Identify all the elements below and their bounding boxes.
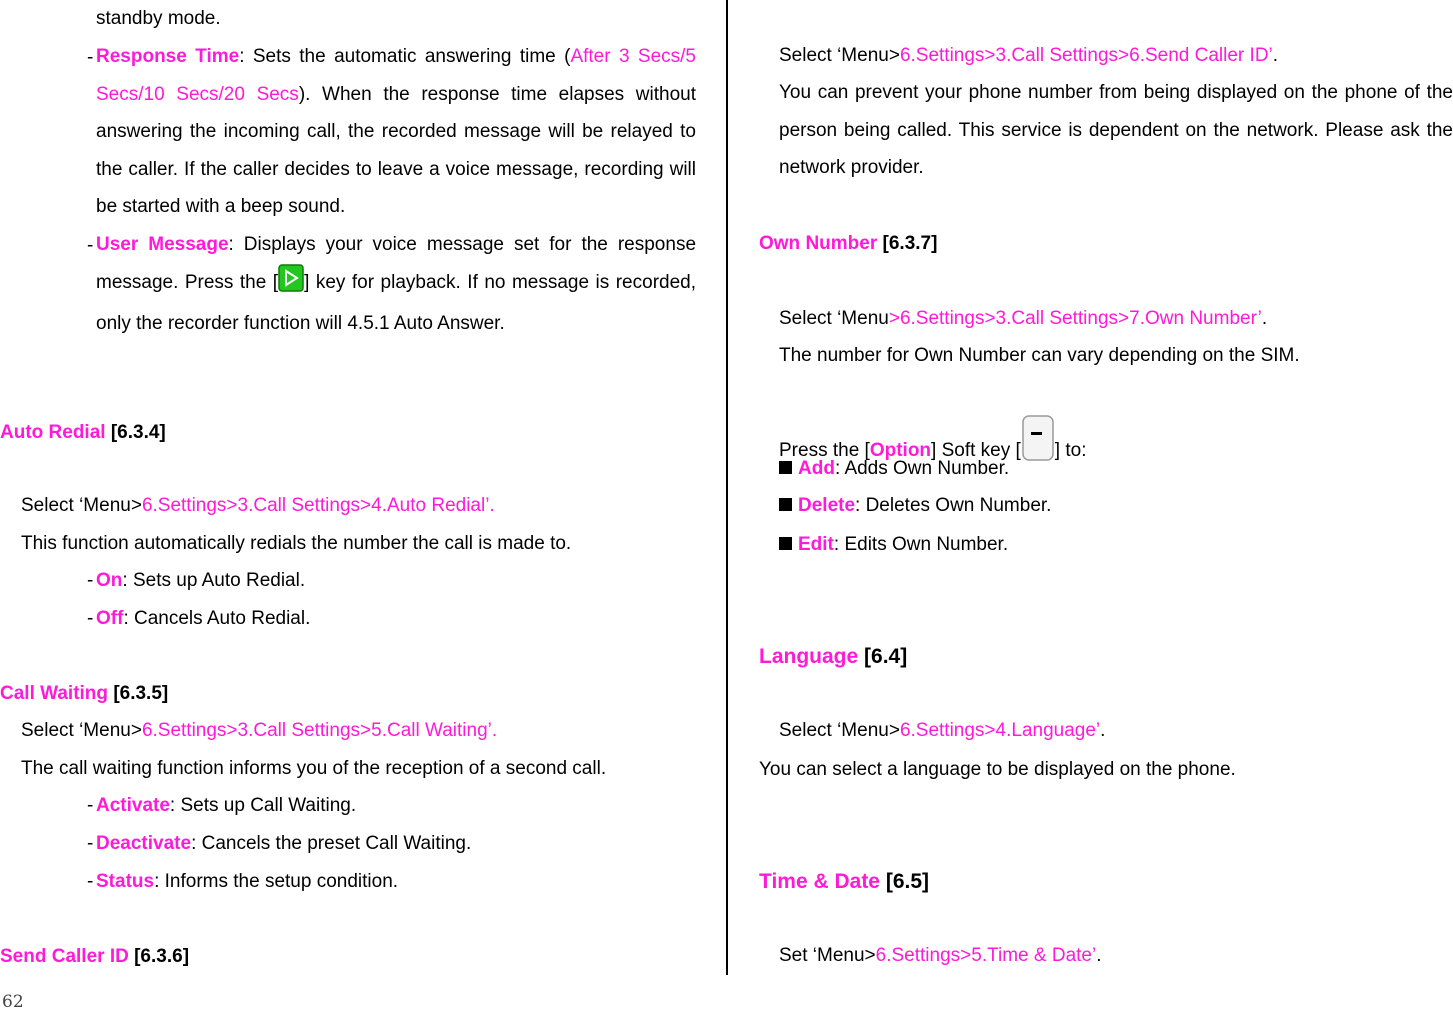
select-suffix: . (1096, 945, 1102, 966)
list-dash: - (87, 47, 94, 68)
item-label: Activate (96, 795, 170, 816)
press-prefix: Press the [ (779, 440, 870, 461)
page-number: 62 (2, 992, 24, 1012)
send-caller-id-desc: You can prevent your phone number from being displayed on the phone of the person being called. This service is dependent on the network. Please ask the network provider. (779, 82, 1453, 178)
item-text: : Informs the setup condition. (154, 871, 399, 892)
user-message-desc: ] key for playback. If no message is recorded, only the recorder function will 4.5.1 Auto Answer. (96, 271, 696, 334)
select-prefix: Select ‘Menu> (21, 720, 142, 741)
list-dash: - (87, 608, 94, 629)
play-key-icon (278, 264, 304, 306)
list-item-off (96, 608, 310, 630)
language-select (779, 720, 1105, 742)
menu-path: 6.Settings>3.Call Settings>4.Auto Redial’. (141, 495, 495, 516)
auto-redial-select (21, 495, 495, 517)
menu-path: 6.Settings>3.Call Settings>5.Call Waiting’. (141, 720, 498, 741)
list-item-status (96, 871, 398, 893)
response-time-text: : Sets the automatic answering time ( (239, 46, 571, 67)
select-prefix: Select ‘Menu> (21, 495, 142, 516)
square-bullet-icon (779, 498, 792, 511)
item-label: On (96, 570, 123, 591)
list-dash: - (87, 833, 94, 854)
own-number-code: [6.3.7] (882, 233, 938, 254)
send-caller-id-heading (0, 946, 189, 968)
call-waiting-title: Call Waiting (0, 683, 109, 704)
menu-path: >6.Settings>3.Call Settings>7.Own Number’ (888, 308, 1262, 329)
own-number-select (779, 308, 1267, 330)
bullet-label: Delete (798, 495, 856, 516)
list-item-activate (96, 795, 356, 817)
own-number-desc: The number for Own Number can vary depending on the SIM. (779, 345, 1300, 366)
bullet-text: : Deletes Own Number. (855, 495, 1052, 516)
bullet-text: : Adds Own Number. (834, 458, 1010, 479)
option-label: Option (869, 440, 932, 461)
press-suffix: ] to: (1054, 440, 1087, 461)
user-message-text: : Displays your voice message set for the response message. Press the [ (96, 234, 697, 293)
item-text: : Cancels the preset Call Waiting. (191, 833, 472, 854)
bullet-delete (779, 495, 1051, 517)
column-divider (726, 0, 728, 975)
user-message-paragraph (96, 226, 696, 343)
response-time-desc: ). When the response time elapses without answering the incoming call, the recorded message will be relayed to the caller. If the caller decides to leave a voice message, recording will be started with a beep sound. (96, 83, 696, 217)
bullet-add (779, 458, 1009, 480)
response-time-paragraph (96, 38, 696, 226)
list-item-on (96, 570, 305, 592)
send-caller-id-select (779, 45, 1278, 67)
select-prefix: Select ‘Menu> (779, 720, 900, 741)
language-heading (759, 646, 907, 668)
call-waiting-select (21, 720, 497, 742)
response-time-label: Response Time (96, 46, 240, 67)
language-title: Language (759, 645, 859, 668)
select-suffix: . (1261, 308, 1268, 329)
select-prefix: Select ‘Menu> (779, 45, 900, 66)
select-suffix: . (1272, 45, 1279, 66)
list-item-deactivate (96, 833, 471, 855)
own-number-title: Own Number (759, 233, 878, 254)
item-label: Off (96, 608, 124, 629)
list-dash: - (87, 570, 94, 591)
user-message-label: User Message (96, 234, 229, 255)
select-prefix: Set ‘Menu> (779, 945, 876, 966)
bullet-edit (779, 534, 1008, 556)
item-label: Deactivate (96, 833, 192, 854)
item-text: : Cancels Auto Redial. (123, 608, 311, 629)
send-caller-id-code: [6.3.6] (134, 946, 190, 967)
press-mid: ] Soft key [ (931, 440, 1021, 461)
auto-redial-desc: This function automatically redials the number the call is made to. (21, 533, 572, 554)
own-number-heading (759, 233, 937, 255)
time-date-heading (759, 871, 929, 893)
call-waiting-code: [6.3.5] (113, 683, 169, 704)
time-date-title: Time & Date (759, 870, 880, 893)
language-desc: You can select a language to be displayed on the phone. (759, 759, 1236, 780)
time-date-select (779, 945, 1101, 967)
auto-redial-code: [6.3.4] (110, 422, 166, 443)
response-time-options: After 3 Secs/5 Secs/10 Secs/20 Secs (96, 46, 696, 105)
auto-redial-heading (0, 422, 166, 444)
bullet-text: : Edits Own Number. (833, 534, 1009, 555)
menu-path: 6.Settings>5.Time & Date’ (875, 945, 1097, 966)
bullet-label: Add (798, 458, 835, 479)
send-caller-id-title: Send Caller ID (0, 946, 129, 967)
time-date-code: [6.5] (885, 870, 930, 893)
list-dash: - (87, 871, 94, 892)
square-bullet-icon (779, 461, 792, 474)
bullet-label: Edit (798, 534, 834, 555)
menu-path: 6.Settings>3.Call Settings>6.Send Caller ID’ (899, 45, 1273, 66)
item-text: : Sets up Auto Redial. (122, 570, 306, 591)
select-prefix: Select ‘Menu (779, 308, 889, 329)
auto-redial-title: Auto Redial (0, 422, 106, 443)
square-bullet-icon (779, 537, 792, 550)
item-label: Status (96, 871, 155, 892)
menu-path: 6.Settings>4.Language’ (899, 720, 1101, 741)
call-waiting-desc: The call waiting function informs you of the reception of a second call. (21, 758, 607, 779)
item-text: : Sets up Call Waiting. (169, 795, 357, 816)
list-dash: - (87, 795, 94, 816)
language-code: [6.4] (864, 645, 908, 668)
intro-line: standby mode. (96, 8, 221, 29)
list-dash: - (87, 235, 94, 256)
soft-key-icon (1021, 414, 1055, 468)
select-suffix: . (1100, 720, 1106, 741)
call-waiting-heading (0, 683, 168, 705)
